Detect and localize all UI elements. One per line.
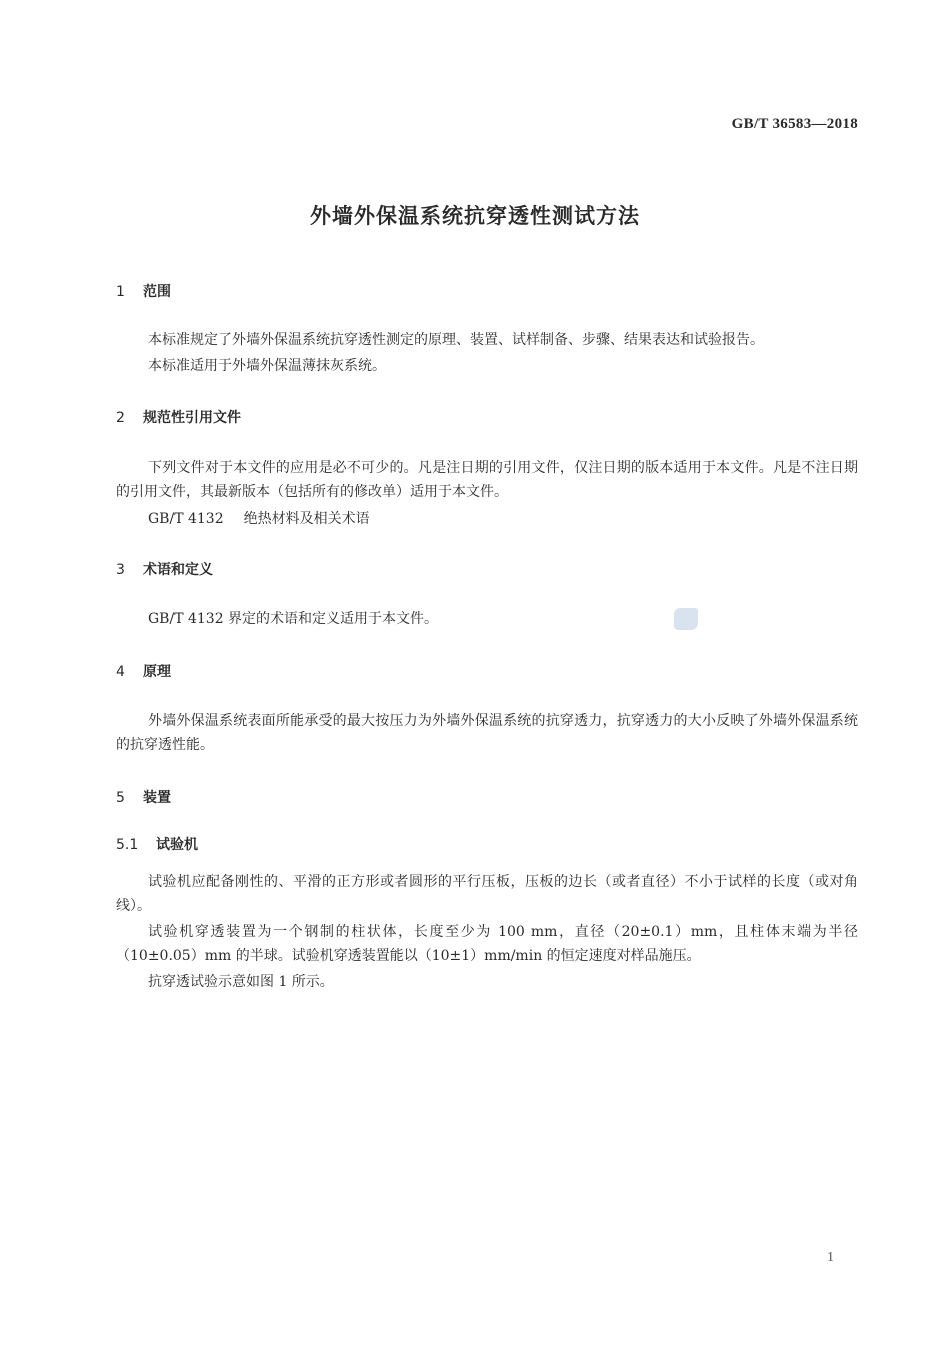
section-heading-normative-references — [116, 407, 241, 427]
section-title: 术语和定义 — [143, 562, 213, 578]
scan-artifact — [674, 608, 698, 630]
section-heading-principle — [116, 661, 171, 681]
section-number: 1 — [116, 284, 125, 300]
section-heading-terms — [116, 559, 213, 579]
paragraph: 试验机穿透装置为一个钢制的柱状体，长度至少为 100 mm，直径（20±0.1）mm，且柱体末端为半径（10±0.05）mm 的半球。试验机穿透装置能以（10±1）mm/min 的恒定速度对样品施压。 — [116, 924, 858, 964]
section-heading-apparatus — [116, 787, 171, 807]
section-heading-scope — [116, 281, 171, 301]
reference-entry — [148, 508, 370, 528]
paragraph: 本标准适用于外墙外保温薄抹灰系统。 — [148, 358, 386, 374]
paragraph: GB/T 4132 界定的术语和定义适用于本文件。 — [148, 611, 439, 627]
section-title: 装置 — [143, 790, 171, 806]
section-number: 5 — [116, 790, 125, 806]
subsection-title: 试验机 — [156, 837, 198, 853]
paragraph: 外墙外保温系统表面所能承受的最大按压力为外墙外保温系统的抗穿透力，抗穿透力的大小反映了外墙外保温系统的抗穿透性能。 — [116, 713, 858, 753]
standard-code: GB/T 36583—2018 — [731, 116, 858, 132]
paragraph: 试验机应配备刚性的、平滑的正方形或者圆形的平行压板，压板的边长（或者直径）不小于试样的长度（或对角线）。 — [116, 874, 858, 914]
section-number: 3 — [116, 562, 125, 578]
section-title: 规范性引用文件 — [143, 410, 241, 426]
document-title: 外墙外保温系统抗穿透性测试方法 — [310, 204, 640, 228]
page-number: 1 — [827, 1250, 834, 1265]
reference-title: 绝热材料及相关术语 — [243, 511, 370, 527]
paragraph: 本标准规定了外墙外保温系统抗穿透性测定的原理、装置、试样制备、步骤、结果表达和试验报告。 — [148, 332, 764, 348]
subsection-heading-testing-machine — [116, 834, 198, 854]
section-title: 原理 — [143, 664, 171, 680]
subsection-number: 5.1 — [116, 837, 139, 853]
section-number: 4 — [116, 664, 125, 680]
paragraph: 下列文件对于本文件的应用是必不可少的。凡是注日期的引用文件，仅注日期的版本适用于本文件。凡是不注日期的引用文件，其最新版本（包括所有的修改单）适用于本文件。 — [116, 460, 858, 500]
reference-code: GB/T 4132 — [148, 511, 224, 527]
section-number: 2 — [116, 410, 125, 426]
paragraph: 抗穿透试验示意如图 1 所示。 — [148, 974, 334, 990]
section-title: 范围 — [143, 284, 171, 300]
